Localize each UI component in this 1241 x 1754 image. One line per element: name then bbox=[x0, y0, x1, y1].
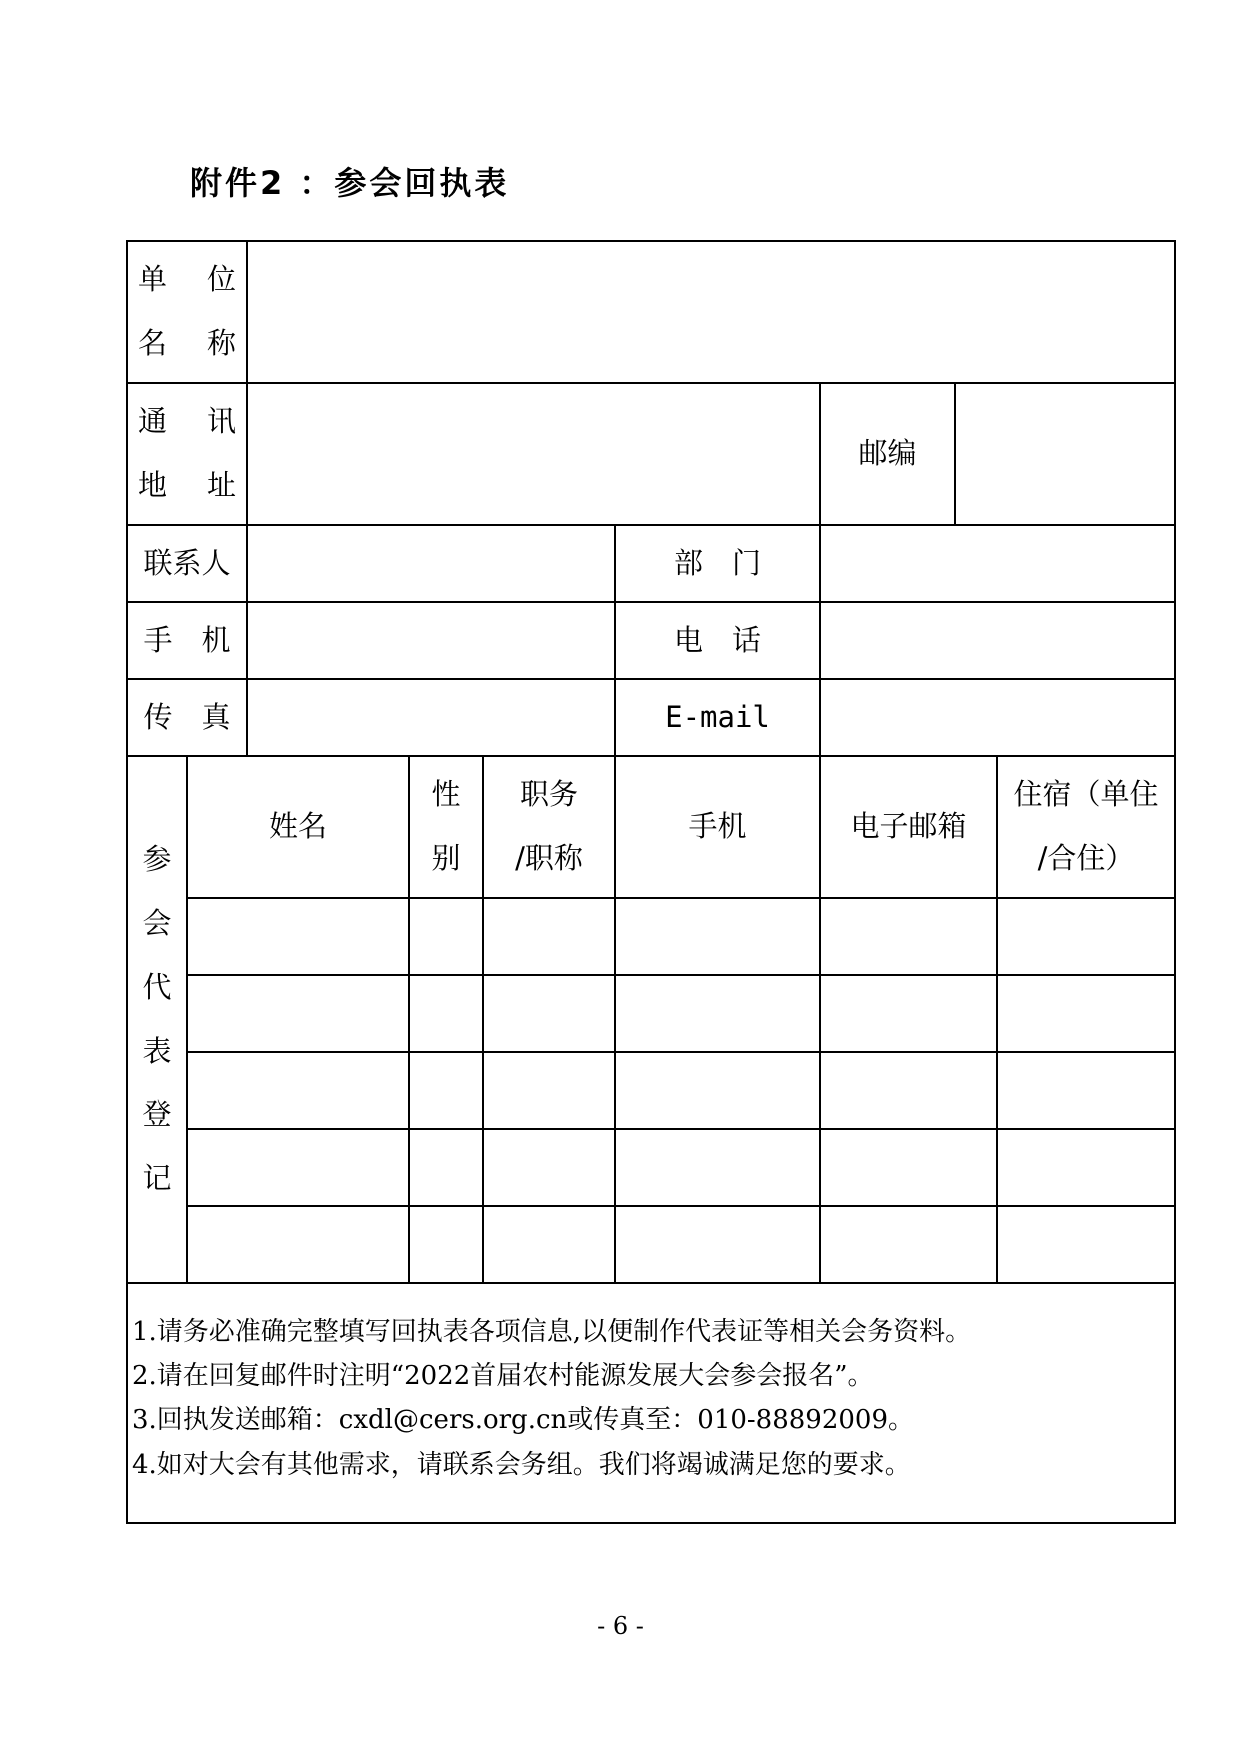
delegate-lodging-cell[interactable] bbox=[997, 1052, 1175, 1129]
delegate-row bbox=[127, 898, 1175, 975]
email-field[interactable] bbox=[820, 679, 1175, 756]
fax-row bbox=[127, 679, 1175, 756]
delegate-mobile-cell[interactable] bbox=[615, 1129, 820, 1206]
email-label: E-mail bbox=[615, 679, 820, 756]
phone-field[interactable] bbox=[820, 602, 1175, 679]
delegate-position-cell[interactable] bbox=[483, 1206, 615, 1283]
contact-field[interactable] bbox=[247, 525, 615, 602]
delegate-position-cell[interactable] bbox=[483, 1129, 615, 1206]
contact-row bbox=[127, 525, 1175, 602]
address-field[interactable] bbox=[247, 383, 820, 525]
phone-label: 电 话 bbox=[615, 602, 820, 679]
delegate-position-cell[interactable] bbox=[483, 975, 615, 1052]
unit-name-label: 单 位 名 称 bbox=[127, 241, 247, 383]
delegate-name-cell[interactable] bbox=[187, 1052, 409, 1129]
delegate-mobile-cell[interactable] bbox=[615, 1052, 820, 1129]
delegate-lodging-cell[interactable] bbox=[997, 1129, 1175, 1206]
unit-name-row bbox=[127, 241, 1175, 383]
delegate-row bbox=[127, 1206, 1175, 1283]
mobile-field[interactable] bbox=[247, 602, 615, 679]
page-number: - 6 - bbox=[597, 1612, 644, 1640]
header-email: 电子邮箱 bbox=[820, 756, 997, 898]
registration-form-table bbox=[126, 240, 1176, 1524]
fax-field[interactable] bbox=[247, 679, 615, 756]
unit-name-field[interactable] bbox=[247, 241, 1175, 383]
mobile-row bbox=[127, 602, 1175, 679]
delegate-row bbox=[127, 1129, 1175, 1206]
postcode-field[interactable] bbox=[955, 383, 1175, 525]
address-row bbox=[127, 383, 1175, 525]
note-line: 1.请务必准确完整填写回执表各项信息,以便制作代表证等相关会务资料。 bbox=[132, 1317, 972, 1347]
delegate-lodging-cell[interactable] bbox=[997, 898, 1175, 975]
delegate-mobile-cell[interactable] bbox=[615, 898, 820, 975]
delegate-mobile-cell[interactable] bbox=[615, 1206, 820, 1283]
delegate-row bbox=[127, 1052, 1175, 1129]
notes-box bbox=[127, 1283, 1175, 1523]
delegate-name-cell[interactable] bbox=[187, 1206, 409, 1283]
header-gender: 性 别 bbox=[409, 756, 483, 898]
delegate-name-cell[interactable] bbox=[187, 1129, 409, 1206]
delegate-email-cell[interactable] bbox=[820, 975, 997, 1052]
delegate-email-cell[interactable] bbox=[820, 1129, 997, 1206]
postcode-label: 邮编 bbox=[820, 383, 955, 525]
delegate-header-row bbox=[127, 756, 1175, 898]
note-line: 3.回执发送邮箱：cxdl@cers.org.cn或传真至：010-88892009。 bbox=[132, 1405, 915, 1436]
department-field[interactable] bbox=[820, 525, 1175, 602]
delegate-registration-label: 参 会 代 表 登 记 bbox=[127, 756, 187, 1283]
delegate-row bbox=[127, 975, 1175, 1052]
delegate-gender-cell[interactable] bbox=[409, 1206, 483, 1283]
delegate-gender-cell[interactable] bbox=[409, 1052, 483, 1129]
contact-label: 联系人 bbox=[127, 525, 247, 602]
delegate-gender-cell[interactable] bbox=[409, 975, 483, 1052]
fax-label: 传 真 bbox=[127, 679, 247, 756]
header-name: 姓名 bbox=[187, 756, 409, 898]
mobile-label: 手 机 bbox=[127, 602, 247, 679]
header-position: 职务 /职称 bbox=[483, 756, 615, 898]
note-line: 4.如对大会有其他需求，请联系会务组。我们将竭诚满足您的要求。 bbox=[132, 1449, 911, 1480]
delegate-name-cell[interactable] bbox=[187, 975, 409, 1052]
header-lodging: 住宿（单住 /合住） bbox=[997, 756, 1175, 898]
delegate-name-cell[interactable] bbox=[187, 898, 409, 975]
header-mobile: 手机 bbox=[615, 756, 820, 898]
notes-row bbox=[127, 1283, 1175, 1523]
delegate-mobile-cell[interactable] bbox=[615, 975, 820, 1052]
delegate-email-cell[interactable] bbox=[820, 898, 997, 975]
delegate-position-cell[interactable] bbox=[483, 898, 615, 975]
note-line: 2.请在回复邮件时注明“2022首届农村能源发展大会参会报名”。 bbox=[132, 1361, 874, 1392]
address-label: 通 讯 地 址 bbox=[127, 383, 247, 525]
page-title: 附件2 ：参会回执表 bbox=[190, 164, 510, 202]
delegate-gender-cell[interactable] bbox=[409, 898, 483, 975]
delegate-lodging-cell[interactable] bbox=[997, 975, 1175, 1052]
department-label: 部 门 bbox=[615, 525, 820, 602]
delegate-lodging-cell[interactable] bbox=[997, 1206, 1175, 1283]
delegate-email-cell[interactable] bbox=[820, 1206, 997, 1283]
delegate-gender-cell[interactable] bbox=[409, 1129, 483, 1206]
delegate-email-cell[interactable] bbox=[820, 1052, 997, 1129]
delegate-position-cell[interactable] bbox=[483, 1052, 615, 1129]
